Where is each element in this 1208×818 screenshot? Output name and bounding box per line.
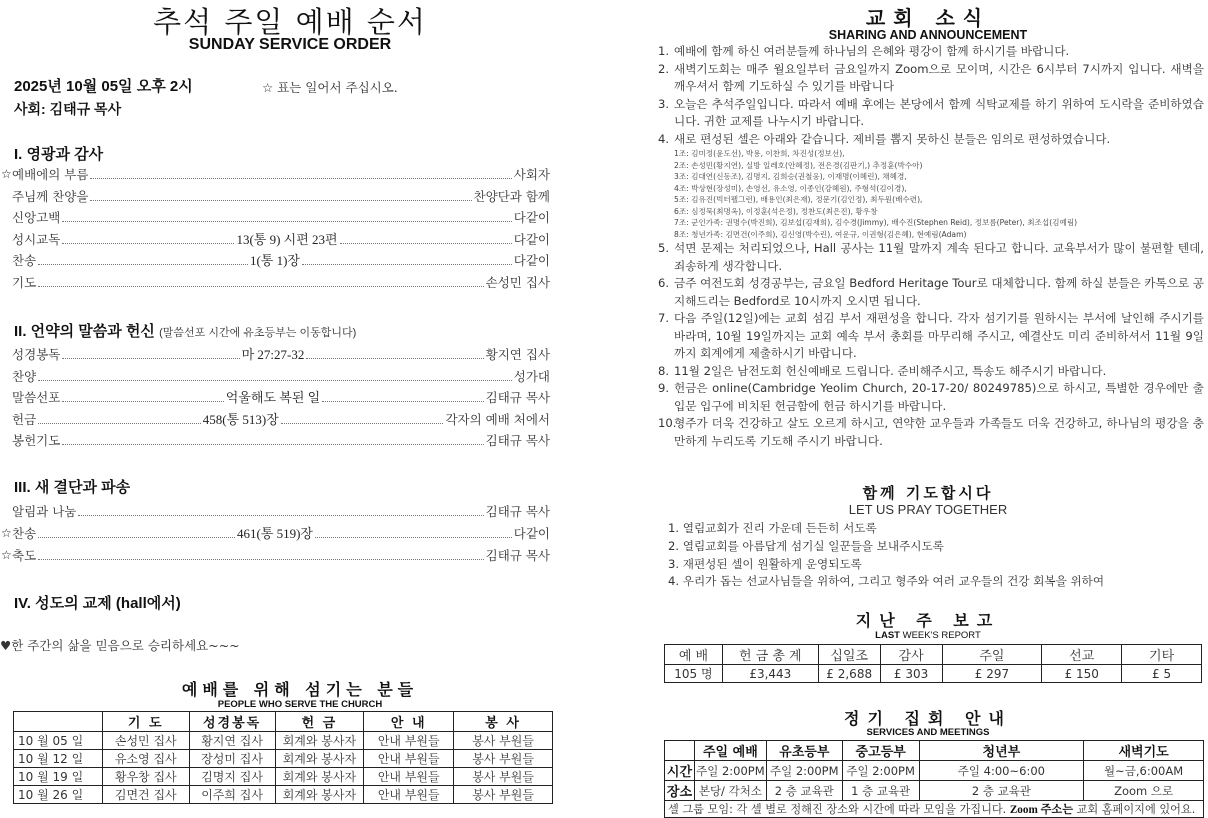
table-cell: 봉사 부원들 xyxy=(454,732,553,750)
table-cell: 봉사 부원들 xyxy=(454,768,553,786)
announcement-number: 8. xyxy=(658,363,670,378)
order-item xyxy=(1,544,550,564)
order-item-leader: 김태규 목사 xyxy=(485,433,550,448)
announcement-item xyxy=(658,275,1204,310)
announcement-text: 새로 편성된 셀은 아래와 같습니다. 제비를 뽑지 못하신 분들은 임의로 편성하였습니다. xyxy=(674,131,1111,146)
table-cell: 본당/ 각처소 xyxy=(694,781,766,801)
table-cell: Zoom 으로 xyxy=(1084,781,1204,801)
table-cell: 회계와 봉사자 xyxy=(275,750,364,768)
table-cell: 손성민 집사 xyxy=(102,732,189,750)
cell-group: 6조: 심정묵(최명옥), 이정훈(석은정), 정찬도(최은진), 황우창 xyxy=(674,206,878,216)
announcement-item xyxy=(658,43,1204,61)
prayer-item: 3. 재편성된 셀이 원활하게 운영되도록 xyxy=(668,556,862,571)
table-cell: 안내 부원들 xyxy=(364,750,454,768)
dot-leader xyxy=(90,200,471,201)
dot-leader xyxy=(302,264,512,265)
dot-leader xyxy=(38,264,248,265)
column-header: 감사 xyxy=(880,645,942,665)
service-host: 사회: 김태규 목사 xyxy=(14,101,122,117)
dot-leader xyxy=(62,221,511,222)
row-header: 시간 xyxy=(665,761,695,781)
news-subtitle: SHARING AND ANNOUNCEMENT xyxy=(828,28,1028,42)
order-title: 추석 주일 예배 순서 xyxy=(153,5,427,39)
order-item-label: 주님께 찬양을 xyxy=(12,188,89,204)
order-item-detail: 1(통 1)장 xyxy=(249,253,300,268)
table-cell: 봉사 부원들 xyxy=(454,750,553,768)
order-item-label: 찬양 xyxy=(12,368,37,384)
row-header: 장소 xyxy=(665,781,695,801)
table-cell: 10 월 12 일 xyxy=(14,750,103,768)
announcement-text: 헌금은 online(Cambridge Yeolim Church, 20-17-20/ 80249785)으로 하시고, 특별한 경우에만 출입문 입구에 비치된 헌금함에 헌금 하시기를 바랍니다. xyxy=(674,381,1204,413)
dot-leader xyxy=(90,178,511,179)
table-cell: 안내 부원들 xyxy=(364,732,454,750)
services-subtitle: SERVICES AND MEETINGS xyxy=(866,727,990,738)
star-icon: ☆ xyxy=(1,526,12,540)
order-item-label: 신앙고백 xyxy=(12,210,61,225)
section-note: (말씀선포 시간에 유초등부는 이동합니다) xyxy=(159,327,357,339)
blessing-message: ♥한 주간의 삶을 믿음으로 승리하세요~~~ xyxy=(0,638,240,653)
cell-group: 1조: 김미정(윤도선), 박용, 이찬희, 차진성(정보선), xyxy=(674,149,845,158)
order-item-label: 성시교독 xyxy=(12,231,61,247)
table-row xyxy=(14,768,553,786)
dot-leader xyxy=(306,358,483,359)
order-item xyxy=(12,343,550,363)
cell-group-list xyxy=(658,148,1204,240)
announcement-item xyxy=(658,96,1204,131)
order-item-leader: 황지연 집사 xyxy=(485,347,551,362)
table-row xyxy=(665,761,1204,781)
order-item-detail: 억울해도 복된 일 xyxy=(225,390,321,405)
section-title: III. 새 결단과 파송 xyxy=(14,479,131,496)
table-row xyxy=(665,665,1202,683)
announcement-number: 9. xyxy=(658,381,670,395)
services-note-end: 교회 홈페이지에 있어요. xyxy=(1073,803,1196,816)
table-row xyxy=(14,732,553,750)
announcement-number: 6. xyxy=(658,276,670,290)
announcement-item xyxy=(658,240,1204,275)
order-item-leader: 다같이 xyxy=(513,253,551,268)
section-heading xyxy=(14,143,103,164)
prayer-item: 1. 열림교회가 진리 가운데 든든히 서도록 xyxy=(668,521,877,535)
dot-leader xyxy=(62,401,223,402)
table-cell: 김명지 집사 xyxy=(189,768,275,786)
order-item xyxy=(12,228,550,248)
order-item xyxy=(1,522,551,542)
table-cell: 2 층 교육관 xyxy=(919,781,1084,801)
order-item-leader: 성가대 xyxy=(513,368,550,384)
announcements-page xyxy=(652,0,1204,816)
report-value: £ 303 xyxy=(880,665,942,683)
column-header: 기타 xyxy=(1122,645,1202,665)
order-item-detail: 458(통 513)장 xyxy=(202,411,279,427)
prayer-subtitle: LET US PRAY TOGETHER xyxy=(848,502,1008,517)
cell-group: 3조: 김대연(신동조), 김명지, 김희승(권철웅), 이재명(이혜린), 채혜경, xyxy=(674,172,907,181)
order-item-leader: 사회자 xyxy=(513,167,550,182)
order-item-leader: 김태규 목사 xyxy=(485,548,550,563)
order-item-label: 찬송 xyxy=(12,253,37,268)
report-table xyxy=(664,644,1202,683)
column-header: 기 도 xyxy=(102,712,189,732)
table-cell: 10 월 19 일 xyxy=(14,768,103,786)
table-cell: 황지연 집사 xyxy=(189,732,275,750)
order-item-leader: 손성민 집사 xyxy=(485,274,550,290)
cell-group: 4조: 박상현(장성미), 손영선, 유소영, 이종인(강혜원), 주형석(김이경), xyxy=(674,183,907,193)
announcement-text: 다음 주일(12일)에는 교회 섬김 부서 재편성을 합니다. 각자 섬기기를 원하시는 부서에 날인해 주시기를 바라며, 10월 19일까지는 교회 예속 부서 총회를 마무리해 주시고, 예결산도 미리 준비하셔서 11월 9일까지 회계에게 제출하시기 바랍니다. xyxy=(674,311,1204,360)
dot-leader xyxy=(38,423,201,424)
column-header xyxy=(14,712,103,732)
report-value: £ 150 xyxy=(1042,665,1122,683)
table-cell: 주일 4:00~6:00 xyxy=(919,761,1084,781)
order-item xyxy=(12,500,550,520)
column-header: 주일 xyxy=(942,645,1042,665)
announcement-list xyxy=(658,43,1204,450)
dot-leader xyxy=(340,243,512,244)
column-header: 주일 예배 xyxy=(694,741,766,761)
announcement-item xyxy=(658,131,1204,149)
servers-subtitle: PEOPLE WHO SERVE THE CHURCH xyxy=(217,699,383,710)
report-value: £ 5 xyxy=(1122,665,1202,683)
announcement-number: 5. xyxy=(658,241,670,255)
services-title: 정기 집회 안내 xyxy=(844,709,1012,728)
star-note-text: 표는 일어서 주십시오. xyxy=(277,80,398,95)
dot-leader xyxy=(38,380,512,381)
announcement-item xyxy=(658,415,1204,450)
services-note-text: 셀 그룹 모임: 각 셀 별로 정해진 장소와 시간에 따라 모임을 가집니다. xyxy=(668,803,1007,816)
report-subtitle xyxy=(652,630,1204,641)
prayer-title: 함께 기도합시다 xyxy=(862,484,994,502)
order-item-label: 알림과 나눔 xyxy=(12,504,77,519)
table-cell: 10 월 26 일 xyxy=(14,786,103,804)
order-item xyxy=(12,365,550,385)
services-table xyxy=(664,740,1204,818)
services-note-bold: Zoom 주소는 xyxy=(1009,804,1073,816)
dot-leader xyxy=(315,537,512,538)
order-item-leader: 각자의 예배 처에서 xyxy=(445,411,550,427)
table-cell: 김면건 집사 xyxy=(102,786,189,804)
dot-leader xyxy=(322,401,483,402)
servers-title: 예배를 위해 섬기는 분들 xyxy=(181,680,419,699)
table-row xyxy=(665,801,1204,818)
dot-leader xyxy=(38,286,483,287)
dot-leader xyxy=(62,358,239,359)
order-item xyxy=(1,163,550,183)
order-item-label: 봉헌기도 xyxy=(12,433,61,448)
column-header: 성경봉독 xyxy=(189,712,275,732)
table-cell: 1 층 교육관 xyxy=(842,781,919,801)
order-subtitle: SUNDAY SERVICE ORDER xyxy=(188,36,392,53)
table-cell: 2 층 교육관 xyxy=(766,781,842,801)
dot-leader xyxy=(62,243,234,244)
service-date: 2025년 10월 05일 오후 2시 xyxy=(14,78,193,95)
table-cell: 황우창 집사 xyxy=(102,768,189,786)
column-header: 헌 금 xyxy=(275,712,364,732)
table-header-row xyxy=(14,712,553,732)
table-cell: 회계와 봉사자 xyxy=(275,768,364,786)
column-header xyxy=(665,741,695,761)
order-item-label: 축도 xyxy=(12,548,37,563)
prayer-item: 2. 열림교회를 아름답게 섬기실 일꾼들을 보내주시도록 xyxy=(668,538,944,553)
announcement-text: 11월 2일은 남전도회 헌신예배로 드립니다. 준비해주시고, 특송도 해주시기 바랍니다. xyxy=(674,363,1107,378)
announcement-text: 석면 문제는 처리되었으나, Hall 공사는 11월 말까지 계속 된다고 합니다. 교육부서가 많이 불편할 텐데, 죄송하게 생각합니다. xyxy=(674,241,1204,273)
announcement-number: 1. xyxy=(658,44,670,58)
table-cell: 10 월 05 일 xyxy=(14,732,103,750)
prayer-item: 4. 우리가 돕는 선교사님들을 위하여, 그리고 형주와 여러 교우들의 건강 회복을 위하여 xyxy=(668,574,1105,589)
star-icon: ☆ xyxy=(262,80,278,95)
table-cell: 회계와 봉사자 xyxy=(275,786,364,804)
column-header: 선교 xyxy=(1042,645,1122,665)
table-row xyxy=(14,786,553,804)
table-cell: 봉사 부원들 xyxy=(454,786,553,804)
order-item xyxy=(12,185,550,205)
order-item xyxy=(12,271,550,291)
announcement-text: 금주 여전도회 성경공부는, 금요일 Bedford Heritage Tour로 대체합니다. 함께 하실 분들은 카톡으로 공지해드리는 Bedford로 10시까지 오시면 됩니다. xyxy=(674,276,1204,308)
table-cell: 주일 2:00PM xyxy=(694,761,766,781)
table-cell: 장성미 집사 xyxy=(189,750,275,768)
star-note xyxy=(262,78,398,96)
report-value: £ 297 xyxy=(942,665,1042,683)
column-header: 새벽기도 xyxy=(1084,741,1204,761)
order-item xyxy=(12,408,550,428)
announcement-item xyxy=(658,61,1204,96)
order-item-leader: 김태규 목사 xyxy=(485,504,550,519)
report-value: £3,443 xyxy=(722,665,818,683)
news-title: 교회 소식 xyxy=(865,6,991,30)
order-item-label: 헌금 xyxy=(12,411,37,427)
order-item-label: 기도 xyxy=(12,274,37,290)
report-value: 105 명 xyxy=(665,665,723,683)
announcement-item xyxy=(658,310,1204,363)
section-title: I. 영광과 감사 xyxy=(14,146,104,163)
order-item-leader: 다같이 xyxy=(513,231,550,247)
table-cell: 주일 2:00PM xyxy=(766,761,842,781)
order-item-label: 예배에의 부름 xyxy=(12,167,89,182)
section-heading xyxy=(14,592,181,613)
dot-leader xyxy=(38,559,483,560)
order-item-leader: 김태규 목사 xyxy=(485,390,551,405)
announcement-text: 형주가 더욱 건강하고 살도 오르게 하시고, 연약한 교우들과 가족들도 더욱 건강하고, 하나님의 평강을 충만하게 누리도록 기도해 주시기 바랍니다. xyxy=(674,416,1204,448)
star-icon: ☆ xyxy=(1,548,12,562)
order-item xyxy=(12,386,550,406)
dot-leader xyxy=(62,444,483,445)
announcement-number: 7. xyxy=(658,311,670,325)
announcement-text: 예배에 함께 하신 여러분들께 하나님의 은혜와 평강이 함께 하시기를 바랍니다. xyxy=(674,44,1070,58)
report-subtitle-bold: LAST xyxy=(875,630,900,641)
column-header: 봉 사 xyxy=(454,712,553,732)
table-cell: 월~금,6:00AM xyxy=(1084,761,1204,781)
dot-leader xyxy=(78,515,483,516)
table-cell: 주일 2:00PM xyxy=(842,761,919,781)
order-item xyxy=(12,429,550,449)
order-item-detail: 마 27:27-32 xyxy=(241,347,305,362)
table-row xyxy=(665,781,1204,801)
order-item-label: 찬송 xyxy=(12,526,37,541)
cell-group: 2조: 손성민(황지연), 실방 일레호(안혜정), 전은경(김판기,) 추정훈(박수아) xyxy=(674,160,923,170)
announcement-item xyxy=(658,380,1204,415)
order-item-label: 말씀선포 xyxy=(12,390,61,405)
order-item xyxy=(12,206,550,226)
announcement-text: 오늘은 추석주일입니다. 따라서 예배 후에는 본당에서 함께 식탁교제를 하기 위하여 도시락을 준비하였습니다. 귀한 교제를 나누시기 바랍니다. xyxy=(674,96,1204,128)
star-icon: ☆ xyxy=(1,167,12,181)
order-item-leader: 다같이 xyxy=(513,526,551,541)
order-item-leader: 찬양단과 함께 xyxy=(473,188,550,204)
table-header-row xyxy=(665,645,1202,665)
order-item-leader: 다같이 xyxy=(513,210,550,225)
cell-group: 8조: 청년가족: 김면건(이주희), 김신영(박수린), 여운규, 이권형(김은혜), 현예림(Adam) xyxy=(674,229,967,239)
order-item-detail: 13(통 9) 시편 23편 xyxy=(236,231,338,247)
report-value: £ 2,688 xyxy=(818,665,880,683)
column-header: 유초등부 xyxy=(766,741,842,761)
column-header: 헌 금 총 계 xyxy=(722,645,818,665)
table-cell: 안내 부원들 xyxy=(364,768,454,786)
dot-leader xyxy=(38,537,235,538)
column-header: 십일조 xyxy=(818,645,880,665)
report-title: 지난 주 보고 xyxy=(855,611,1001,630)
prayer-list xyxy=(668,520,1104,591)
cell-group: 5조: 김유진(빅터펠그런), 배용인(최은재), 정문기(김인정), 최두원(배수련), xyxy=(674,195,923,204)
announcement-item xyxy=(658,363,1204,381)
table-cell: 이주희 집사 xyxy=(189,786,275,804)
cell-group: 7조: 군인가족: 권명수(박진희), 김보섭(김재희), 김수경(Jimmy), 배수진(Stephen Reid), 정보름(Peter), 최조섭(김예림) xyxy=(674,218,1078,227)
column-header: 예 배 xyxy=(665,645,723,665)
order-item-label: 성경봉독 xyxy=(12,347,61,362)
table-cell: 안내 부원들 xyxy=(364,786,454,804)
service-order-page xyxy=(0,0,560,816)
table-header-row xyxy=(665,741,1204,761)
table-cell: 회계와 봉사자 xyxy=(275,732,364,750)
announcement-number: 10. xyxy=(658,416,677,430)
order-item xyxy=(12,249,550,269)
section-title: II. 언약의 말씀과 헌신 xyxy=(14,323,155,340)
section-heading xyxy=(14,476,130,497)
table-cell: 유소영 집사 xyxy=(102,750,189,768)
announcement-text: 새벽기도회는 매주 월요일부터 금요일까지 Zoom으로 모이며, 시간은 6시부터 7시까지 입니다. 새벽을 깨우셔서 함께 기도하실 수 있기를 바랍니다 xyxy=(674,61,1204,93)
order-item-detail: 461(통 519)장 xyxy=(236,526,313,541)
dot-leader xyxy=(281,423,444,424)
announcement-number: 2. xyxy=(658,61,670,76)
section-title: IV. 성도의 교제 (hall에서) xyxy=(14,595,181,612)
column-header: 안 내 xyxy=(364,712,454,732)
table-row xyxy=(14,750,553,768)
column-header: 중고등부 xyxy=(842,741,919,761)
column-header: 청년부 xyxy=(919,741,1084,761)
section-heading xyxy=(14,320,356,341)
announcement-number: 4. xyxy=(658,131,670,146)
services-note xyxy=(665,801,1204,818)
servers-table xyxy=(13,711,553,804)
announcement-number: 3. xyxy=(658,96,670,111)
report-subtitle-rest: WEEK'S REPORT xyxy=(899,630,981,641)
